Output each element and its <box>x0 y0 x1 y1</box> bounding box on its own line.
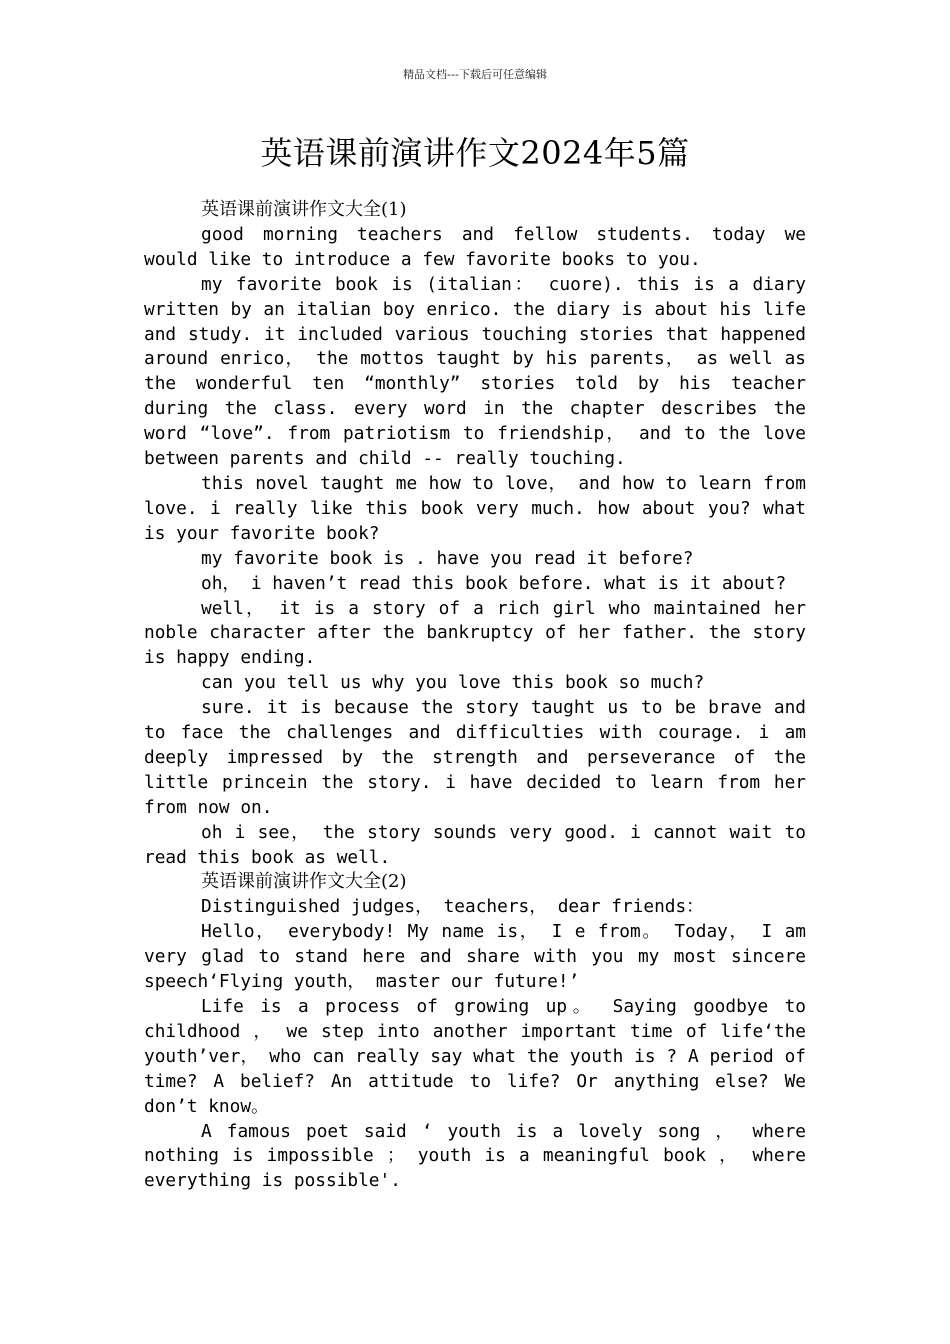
paragraph: Hello， everybody! My name is， I e from。 Today， I am very glad to stand here and share with you my most sincere speech‘Flying youth， master our future!’ <box>144 921 806 993</box>
paragraph: my favorite book is (italian： cuore). this is a diary written by an italian boy enrico. the diary is about his life and study. it included various touching stories that happened around enrico， the mottos taught by his parents， as well as the wonderful ten “monthly” stories told by his teacher during the class. every word in the chapter describes the word “love”. from patriotism to friendship， and to the love between parents and child -- really touching. <box>144 273 806 470</box>
paragraph: this novel taught me how to love， and how to learn from love. i really like this book very much. how about you? what is your favorite book? <box>144 472 806 544</box>
section-heading: 英语课前演讲作文大全(1) <box>201 199 407 220</box>
paragraph: A famous poet said ‘ youth is a lovely song ， where nothing is impossible ； youth is a meaningful book ， where everything is possible'. <box>144 1120 806 1192</box>
paragraph: good morning teachers and fellow students. today we would like to introduce a few favorite books to you. <box>144 223 806 270</box>
paragraph: my favorite book is . have you read it before? <box>201 547 694 569</box>
page-title: 英语课前演讲作文2024年5篇 <box>260 134 690 172</box>
paragraph: Distinguished judges， teachers， dear friends： <box>201 896 704 918</box>
paragraph: can you tell us why you love this book so much? <box>201 672 705 694</box>
document-body <box>144 198 806 1192</box>
paragraph: oh i see， the story sounds very good. i cannot wait to read this book as well. <box>144 821 806 868</box>
section-heading: 英语课前演讲作文大全(2) <box>201 871 407 893</box>
paragraph: sure. it is because the story taught us to be brave and to face the challenges and difficulties with courage. i am deeply impressed by the strength and perseverance of the little princein the story. i have decided to learn from her from now on. <box>144 697 806 818</box>
paragraph: oh， i haven’t read this book before. what is it about? <box>201 572 787 594</box>
paragraph: Life is a process of growing up。 Saying goodbye to childhood ， we step into another important time of life‘the youth’ver， who can really say what the youth is ? A period of time? A belief? An attitude to life? Or anything else? We don’t know。 <box>144 996 806 1117</box>
page-header: 精品文档---下载后可任意编辑 <box>403 68 547 81</box>
paragraph: well， it is a story of a rich girl who maintained her noble character after the bankruptcy of her father. the story is happy ending. <box>144 597 806 669</box>
